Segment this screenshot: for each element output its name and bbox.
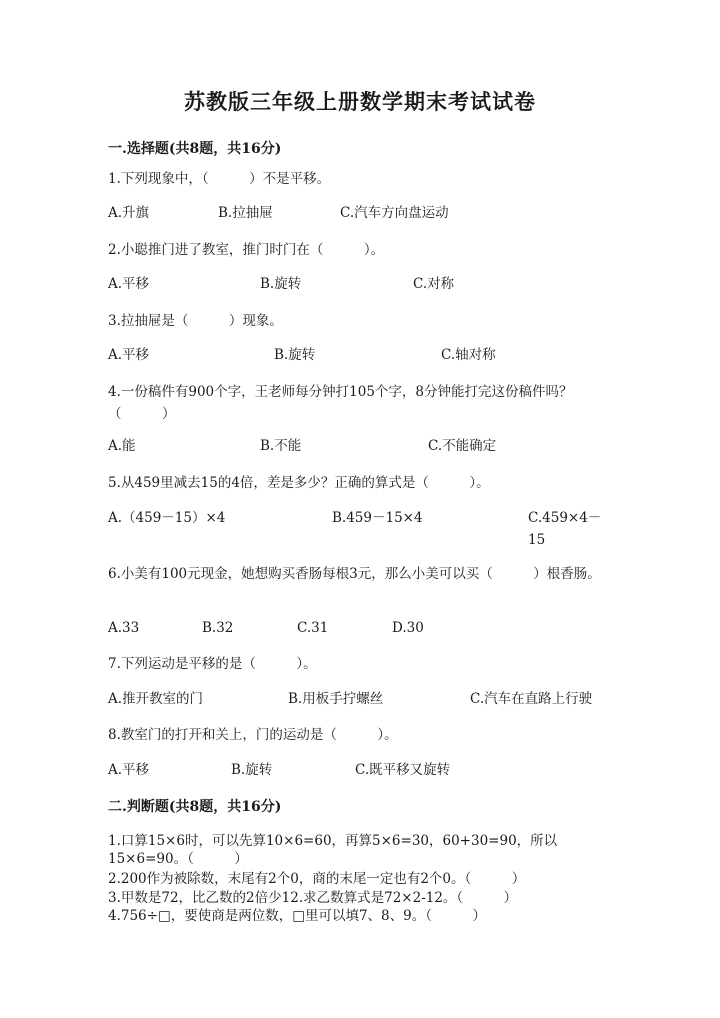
options-8: [108, 759, 628, 781]
question-4: 4.一份稿件有900个字，王老师每分钟打105个字，8分钟能打完这份稿件吗？（ ）: [108, 384, 573, 422]
options-6: [108, 617, 628, 639]
option-c: C.459×4－15: [528, 510, 602, 548]
options-3: [108, 344, 628, 366]
option-a: A.（459－15）×4: [108, 510, 226, 526]
option-a: A.平移: [108, 762, 150, 778]
section-heading-choice: 一.选择题(共8题，共16分): [108, 141, 282, 157]
option-c: C.汽车方向盘运动: [340, 205, 449, 221]
option-a: A.33: [108, 620, 140, 636]
judgement-item-4: 4.756÷□，要使商是两位数，□里可以填7、8、9。（ ）: [108, 908, 486, 924]
option-b: B.拉抽屉: [218, 205, 273, 221]
option-b: B.不能: [260, 438, 302, 454]
question-5: 5.从459里减去15的4倍，差是多少？正确的算式是（ ）。: [108, 475, 490, 491]
judgement-item-1: 1.口算15×6时，可以先算10×6=60，再算5×6=30，60+30=90，所以15×6=90。（ ）: [108, 833, 558, 867]
options-2: [108, 273, 628, 295]
option-b: B.用板手拧螺丝: [288, 691, 384, 707]
section-heading-judgement: 二.判断题(共8题，共16分): [108, 799, 282, 815]
judgement-item-2: 2.200作为被除数，末尾有2个0，商的末尾一定也有2个0。（ ）: [108, 871, 526, 887]
option-c: C.对称: [413, 276, 455, 292]
question-6: 6.小美有100元现金，她想购买香肠每根3元，那么小美可以买（ ）根香肠。: [108, 566, 601, 582]
question-8: 8.教室门的打开和关上，门的运动是（ ）。: [108, 727, 398, 743]
options-1: [108, 202, 628, 224]
option-a: A.升旗: [108, 205, 150, 221]
option-b: B.32: [202, 620, 234, 636]
option-c: C.31: [297, 620, 329, 636]
options-5: [108, 507, 628, 551]
option-c: C.不能确定: [428, 438, 497, 454]
option-a: A.平移: [108, 347, 150, 363]
option-c: C.汽车在直路上行驶: [470, 691, 593, 707]
options-4: [108, 435, 628, 457]
option-c: C.轴对称: [441, 347, 496, 363]
judgement-item-3: 3.甲数是72，比乙数的2倍少12.求乙数算式是72×2-12。（ ）: [108, 890, 518, 906]
option-d: D.30: [392, 620, 424, 636]
option-b: B.旋转: [274, 347, 316, 363]
option-b: B.旋转: [231, 762, 273, 778]
option-c: C.既平移又旋转: [355, 762, 451, 778]
option-b: B.459－15×4: [332, 510, 423, 526]
option-b: B.旋转: [260, 276, 302, 292]
option-a: A.能: [108, 438, 136, 454]
option-a: A.推开教室的门: [108, 691, 204, 707]
exam-title: 苏教版三年级上册数学期末考试试卷: [184, 89, 536, 114]
question-3: 3.拉抽屉是（ ）现象。: [108, 313, 283, 329]
question-7: 7.下列运动是平移的是（ ）。: [108, 656, 317, 672]
options-7: [108, 688, 628, 710]
question-2: 2.小聪推门进了教室，推门时门在（ ）。: [108, 242, 385, 258]
option-a: A.平移: [108, 276, 150, 292]
question-1: 1.下列现象中，（ ）不是平移。: [108, 171, 331, 187]
